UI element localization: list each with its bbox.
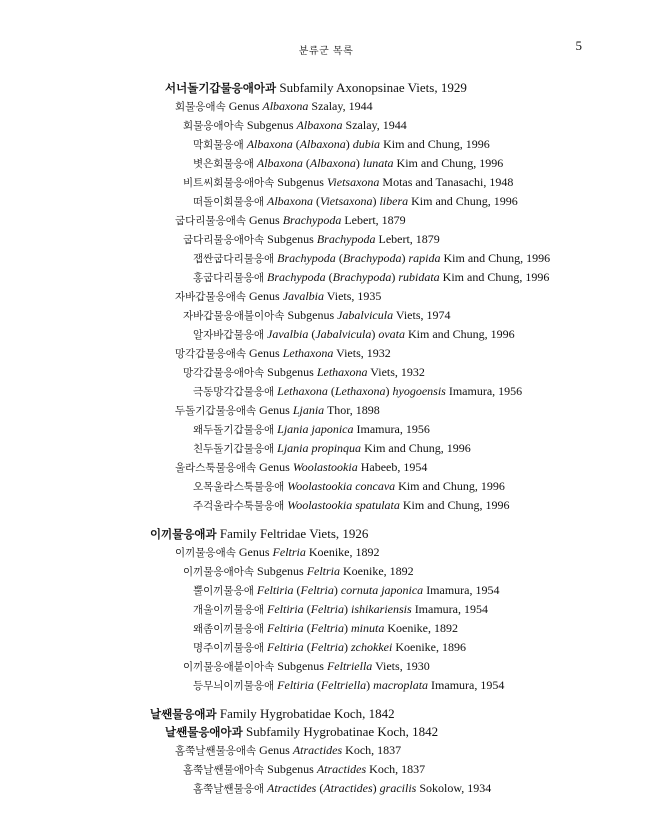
name-part: Kim and Chung, 1996 xyxy=(395,479,505,493)
name-part: ( xyxy=(308,327,316,341)
name-part: Family Feltridae Viets, 1926 xyxy=(219,526,369,541)
name-part: Imamura, 1954 xyxy=(428,678,505,692)
italic-name-part: Brachypoda xyxy=(282,213,342,227)
name-part: Subgenus xyxy=(246,118,297,132)
italic-name-part: Feltriella xyxy=(320,678,367,692)
italic-name-part: Feltiria xyxy=(267,640,304,654)
scientific-name xyxy=(267,640,466,654)
korean-name: 서너돌기갑물응애아과 xyxy=(165,81,277,95)
taxon-species-row xyxy=(0,600,652,619)
italic-name-part: Lethaxona xyxy=(316,365,368,379)
name-part: ( xyxy=(313,678,321,692)
scientific-name xyxy=(249,346,391,360)
italic-name-part: Albaxona xyxy=(246,137,293,151)
scientific-name xyxy=(287,479,505,493)
taxon-species-row xyxy=(0,619,652,638)
scientific-name xyxy=(257,583,500,597)
italic-name-part: Vietsaxona xyxy=(320,194,373,208)
name-part: Subgenus xyxy=(277,659,327,673)
taxon-genus-row xyxy=(0,344,652,363)
name-part: Viets, 1935 xyxy=(324,289,382,303)
scientific-name xyxy=(220,526,368,541)
taxon-species-row xyxy=(0,496,652,515)
italic-name-part: Jabalvicula xyxy=(315,327,372,341)
taxon-species-row xyxy=(0,676,652,695)
italic-name-part: rapida xyxy=(408,251,441,265)
name-part: Kim and Chung, 1996 xyxy=(439,270,550,284)
name-part: Viets, 1930 xyxy=(372,659,430,673)
korean-name: 친두돌기갑물응애 xyxy=(193,443,275,455)
name-part: ( xyxy=(325,270,333,284)
italic-name-part: Lethaxona xyxy=(282,346,334,360)
running-head: 분류군 목록 xyxy=(298,46,354,57)
taxon-genus-row xyxy=(0,401,652,420)
korean-name: 홈쭉날쌘물응애속 xyxy=(175,745,257,757)
name-part: ) xyxy=(372,781,380,795)
scientific-name xyxy=(247,118,407,132)
name-part: Subfamily Hygrobatinae Koch, 1842 xyxy=(246,724,439,739)
taxon-subgenus-row xyxy=(0,657,652,676)
scientific-name xyxy=(267,762,425,776)
name-part: Subgenus xyxy=(257,564,307,578)
scientific-name xyxy=(220,706,395,721)
name-part: Genus xyxy=(259,743,293,757)
taxon-subgenus-row xyxy=(0,363,652,382)
korean-name: 잽싼굽다리물응애 xyxy=(193,253,275,265)
italic-name-part: Woolastookia spatulata xyxy=(287,498,400,512)
italic-name-part: Feltiria xyxy=(267,621,304,635)
page-number: 5 xyxy=(575,38,582,53)
korean-name: 주걱울라수툭물응애 xyxy=(193,500,285,512)
taxon-family-row xyxy=(0,525,652,543)
italic-name-part: Atractides xyxy=(267,781,317,795)
scientific-name xyxy=(277,422,430,436)
name-part: Kim and Chung, 1996 xyxy=(440,251,551,265)
name-part: ( xyxy=(293,583,301,597)
italic-name-part: hyogoensis xyxy=(392,384,446,398)
name-part: Koch, 1837 xyxy=(342,743,402,757)
korean-name: 홈쭉날쌘물애아속 xyxy=(183,764,265,776)
korean-name: 두돌기갑물응애속 xyxy=(175,405,257,417)
taxon-subgenus-row xyxy=(0,230,652,249)
korean-name: 왜두돌기갑물응애 xyxy=(193,424,275,436)
scientific-name xyxy=(267,194,518,208)
italic-name-part: Feltria xyxy=(310,602,345,616)
scientific-name xyxy=(277,175,513,189)
name-part: Genus xyxy=(259,403,293,417)
italic-name-part: Brachypoda xyxy=(277,251,336,265)
korean-name: 울라스툭물응애속 xyxy=(175,462,257,474)
name-part: Genus xyxy=(249,346,283,360)
italic-name-part: Feltria xyxy=(310,640,345,654)
name-part: ) xyxy=(355,156,363,170)
taxon-subgenus-row xyxy=(0,306,652,325)
korean-name: 날쌘물응애과 xyxy=(150,707,217,721)
scientific-name xyxy=(246,724,438,739)
taxon-species-row xyxy=(0,192,652,211)
name-part: Subgenus xyxy=(287,308,338,322)
name-part: Sokolow, 1934 xyxy=(416,781,492,795)
italic-name-part: Lethaxona xyxy=(334,384,386,398)
italic-name-part: lunata xyxy=(362,156,394,170)
taxon-subgenus-row xyxy=(0,173,652,192)
italic-name-part: Woolastookia xyxy=(292,460,358,474)
korean-name: 이끼물응애속 xyxy=(175,547,236,559)
italic-name-part: ovata xyxy=(378,327,405,341)
scientific-name xyxy=(277,251,550,265)
italic-name-part: Albaxona xyxy=(256,156,303,170)
name-part: Viets, 1974 xyxy=(393,308,451,322)
scientific-name xyxy=(277,678,504,692)
scientific-name xyxy=(277,441,471,455)
scientific-name xyxy=(239,545,380,559)
taxon-genus-row xyxy=(0,211,652,230)
name-part: Kim and Chung, 1996 xyxy=(393,156,504,170)
name-part: ) xyxy=(344,640,352,654)
name-part: Imamura, 1954 xyxy=(411,602,488,616)
name-part: Kim and Chung, 1996 xyxy=(380,137,490,151)
taxon-species-row xyxy=(0,439,652,458)
name-part: ) xyxy=(391,270,399,284)
name-part: ) xyxy=(345,137,353,151)
scientific-name xyxy=(267,781,491,795)
italic-name-part: Ljania japonica xyxy=(277,422,354,436)
name-part: Thor, 1898 xyxy=(324,403,380,417)
italic-name-part: Vietsaxona xyxy=(326,175,380,189)
italic-name-part: Feltiria xyxy=(256,583,294,597)
italic-name-part: Brachypoda xyxy=(316,232,376,246)
taxon-genus-row xyxy=(0,287,652,306)
taxon-subfamily-row xyxy=(0,79,652,97)
italic-name-part: Feltria xyxy=(300,583,334,597)
scientific-name xyxy=(249,213,406,227)
italic-name-part: Feltria xyxy=(272,545,306,559)
italic-name-part: Feltriella xyxy=(326,659,373,673)
name-part: Imamura, 1956 xyxy=(445,384,523,398)
name-part: Koenike, 1892 xyxy=(340,564,414,578)
name-part: Motas and Tanasachi, 1948 xyxy=(379,175,514,189)
taxon-genus-row xyxy=(0,741,652,760)
taxon-genus-row xyxy=(0,543,652,562)
name-part: ( xyxy=(303,621,311,635)
name-part: Genus xyxy=(238,545,273,559)
taxon-family-row xyxy=(0,705,652,723)
name-part: Kim and Chung, 1996 xyxy=(361,441,471,455)
korean-name: 뿔이끼물응애 xyxy=(193,585,254,597)
korean-name: 이끼물응애붙이아속 xyxy=(183,661,275,673)
korean-name: 오목울라스툭물응애 xyxy=(193,481,285,493)
name-part: ( xyxy=(303,640,311,654)
korean-name: 등무늬이끼물응애 xyxy=(193,680,275,692)
italic-name-part: gracilis xyxy=(379,781,417,795)
italic-name-part: Albaxona xyxy=(296,118,343,132)
scientific-name xyxy=(249,289,381,303)
italic-name-part: Lethaxona xyxy=(277,384,328,398)
scientific-name xyxy=(277,384,522,398)
korean-name: 자바갑물응애속 xyxy=(175,291,247,303)
scientific-name xyxy=(259,460,427,474)
italic-name-part: Ljania propinqua xyxy=(277,441,362,455)
korean-name: 알자바갑물응애 xyxy=(193,329,265,341)
scientific-name xyxy=(287,498,509,512)
italic-name-part: Albaxona xyxy=(262,99,309,113)
korean-name: 막회물응애 xyxy=(193,139,244,151)
name-part: ( xyxy=(292,137,300,151)
name-part: ( xyxy=(335,251,343,265)
taxon-species-row xyxy=(0,325,652,344)
taxon-species-row xyxy=(0,581,652,600)
name-part: ) xyxy=(372,194,380,208)
korean-name: 왜좀이끼물응애 xyxy=(193,623,265,635)
italic-name-part: rubidata xyxy=(398,270,440,284)
name-part: ( xyxy=(316,781,324,795)
korean-name: 굽다리물응애속 xyxy=(175,215,247,227)
scientific-name xyxy=(259,743,401,757)
name-part: ( xyxy=(303,602,311,616)
korean-name: 개울이끼물응애 xyxy=(193,604,265,616)
taxon-subgenus-row xyxy=(0,116,652,135)
korean-name: 볏은회물응애 xyxy=(193,158,254,170)
scientific-name xyxy=(267,602,488,616)
name-part: Lebert, 1879 xyxy=(341,213,406,227)
taxon-species-row xyxy=(0,477,652,496)
name-part: ( xyxy=(313,194,321,208)
korean-name: 이끼물응애아속 xyxy=(183,566,255,578)
italic-name-part: Feltria xyxy=(306,564,341,578)
italic-name-part: macroplata xyxy=(373,678,429,692)
taxon-species-row xyxy=(0,779,652,798)
korean-name: 홈쭉날쌘물응애 xyxy=(193,783,265,795)
italic-name-part: Brachypoda xyxy=(332,270,392,284)
taxon-subfamily-row xyxy=(0,723,652,741)
name-part: Szalay, 1944 xyxy=(308,99,373,113)
italic-name-part: Feltria xyxy=(310,621,345,635)
name-part: Koenike, 1892 xyxy=(384,621,459,635)
taxon-genus-row xyxy=(0,97,652,116)
scientific-name xyxy=(267,232,440,246)
name-part: Szalay, 1944 xyxy=(342,118,407,132)
name-part: Subfamily Axonopsinae Viets, 1929 xyxy=(279,80,467,95)
taxon-list xyxy=(0,79,652,798)
taxon-species-row xyxy=(0,249,652,268)
italic-name-part: ishikariensis xyxy=(351,602,412,616)
name-part: Family Hygrobatidae Koch, 1842 xyxy=(219,706,395,721)
korean-name: 회물응애아속 xyxy=(183,120,244,132)
name-part: ) xyxy=(385,384,393,398)
scientific-name xyxy=(277,659,429,673)
name-part: Kim and Chung, 1996 xyxy=(399,498,510,512)
name-part: ( xyxy=(327,384,335,398)
korean-name: 이끼물응애과 xyxy=(150,527,217,541)
italic-name-part: libera xyxy=(379,194,409,208)
korean-name: 극동망각갑물응애 xyxy=(193,386,275,398)
korean-name: 망각갑물응애속 xyxy=(175,348,247,360)
scientific-name xyxy=(257,564,414,578)
italic-name-part: Javalbia xyxy=(267,327,309,341)
name-part: Habeeb, 1954 xyxy=(357,460,428,474)
korean-name: 자바갑물응애불이아속 xyxy=(183,310,285,322)
italic-name-part: dubia xyxy=(352,137,381,151)
taxon-species-row xyxy=(0,382,652,401)
name-part: ) xyxy=(366,678,374,692)
italic-name-part: Atractides xyxy=(292,743,343,757)
name-part: ) xyxy=(333,583,341,597)
scientific-name xyxy=(257,156,503,170)
name-part: ) xyxy=(344,602,352,616)
scientific-name xyxy=(229,99,373,113)
korean-name: 날쌘물응애아과 xyxy=(165,725,243,739)
scientific-name xyxy=(279,80,466,95)
name-part: Subgenus xyxy=(277,175,327,189)
name-part: Koch, 1837 xyxy=(366,762,426,776)
name-part: Viets, 1932 xyxy=(333,346,391,360)
italic-name-part: minuta xyxy=(351,621,385,635)
scientific-name xyxy=(259,403,380,417)
italic-name-part: Feltiria xyxy=(277,678,314,692)
taxon-subgenus-row xyxy=(0,562,652,581)
name-part: Genus xyxy=(249,213,283,227)
name-part: ) xyxy=(371,327,379,341)
name-part: Kim and Chung, 1996 xyxy=(405,327,515,341)
korean-name: 굽다리물응애아속 xyxy=(183,234,265,246)
scientific-name xyxy=(267,621,458,635)
korean-name: 명주이끼물응애 xyxy=(193,642,265,654)
name-part: Genus xyxy=(249,289,283,303)
italic-name-part: Albaxona xyxy=(299,137,346,151)
italic-name-part: Brachypoda xyxy=(342,251,402,265)
section-gap xyxy=(0,515,652,525)
name-part: Genus xyxy=(228,99,263,113)
name-part: ) xyxy=(344,621,352,635)
korean-name: 떠돌이회물응애 xyxy=(193,196,265,208)
italic-name-part: Woolastookia concava xyxy=(287,479,396,493)
taxon-species-row xyxy=(0,638,652,657)
name-part: Subgenus xyxy=(267,365,317,379)
name-part: Lebert, 1879 xyxy=(375,232,440,246)
name-part: Subgenus xyxy=(267,762,317,776)
name-part: Koenike, 1896 xyxy=(392,640,466,654)
taxon-species-row xyxy=(0,135,652,154)
scientific-name xyxy=(287,308,450,322)
name-part: Imamura, 1954 xyxy=(423,583,500,597)
korean-name: 회물응애속 xyxy=(175,101,226,113)
name-part: ( xyxy=(302,156,310,170)
korean-name: 비트씨회물응애아속 xyxy=(183,177,275,189)
scientific-name xyxy=(267,365,425,379)
taxon-subgenus-row xyxy=(0,760,652,779)
italic-name-part: zchokkei xyxy=(351,640,393,654)
scientific-name xyxy=(247,137,490,151)
name-part: Viets, 1932 xyxy=(367,365,425,379)
italic-name-part: Ljania xyxy=(292,403,325,417)
italic-name-part: Feltiria xyxy=(267,602,304,616)
name-part: Genus xyxy=(259,460,293,474)
italic-name-part: Atractides xyxy=(323,781,373,795)
italic-name-part: cornuta japonica xyxy=(340,583,424,597)
name-part: Kim and Chung, 1996 xyxy=(408,194,518,208)
taxon-species-row xyxy=(0,154,652,173)
taxon-species-row xyxy=(0,268,652,287)
scientific-name xyxy=(267,327,515,341)
name-part: Subgenus xyxy=(267,232,317,246)
name-part: ) xyxy=(401,251,409,265)
taxon-species-row xyxy=(0,420,652,439)
italic-name-part: Atractides xyxy=(316,762,367,776)
italic-name-part: Albaxona xyxy=(267,194,314,208)
italic-name-part: Jabalvicula xyxy=(337,308,394,322)
italic-name-part: Albaxona xyxy=(309,156,356,170)
section-gap xyxy=(0,695,652,705)
korean-name: 망각갑물응애아속 xyxy=(183,367,265,379)
name-part: Koenike, 1892 xyxy=(305,545,380,559)
taxon-genus-row xyxy=(0,458,652,477)
scientific-name xyxy=(267,270,549,284)
italic-name-part: Brachypoda xyxy=(267,270,326,284)
name-part: Imamura, 1956 xyxy=(353,422,430,436)
italic-name-part: Javalbia xyxy=(282,289,325,303)
korean-name: 홍굽다리물응애 xyxy=(193,272,265,284)
